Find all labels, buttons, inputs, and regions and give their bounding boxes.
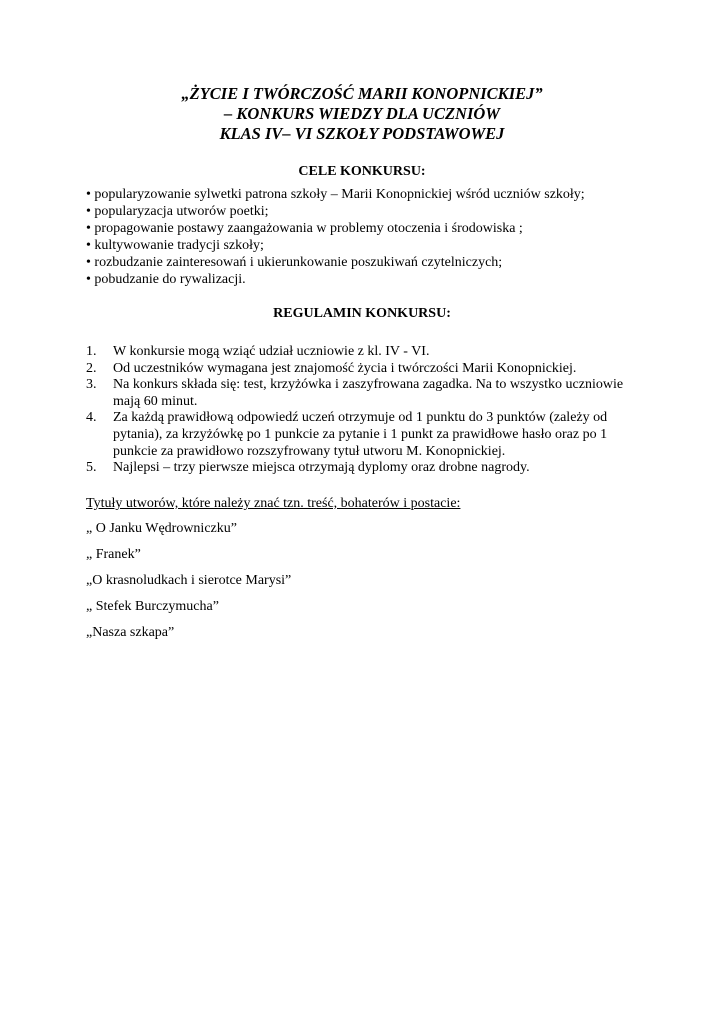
works-list — [86, 520, 291, 650]
rule-text: W konkursie mogą wziąć udział uczniowie z kl. IV - VI. — [113, 344, 430, 359]
title-line-2: – KONKURS WIEDZY DLA UCZNIÓW — [224, 104, 500, 123]
goals-heading: CELE KONKURSU: — [298, 164, 426, 179]
rule-number: 5. — [86, 460, 97, 476]
rule-item — [86, 361, 642, 378]
rule-item — [86, 377, 642, 410]
work-title: „ O Janku Wędrowniczku” — [86, 521, 237, 536]
works-heading: Tytuły utworów, które należy znać tzn. treść, bohaterów i postacie: — [86, 496, 461, 511]
rule-item — [86, 344, 642, 361]
rule-text: Na konkurs składa się: test, krzyżówka i zaszyfrowana zagadka. Na to wszystko uczniowie mają 60 minut. — [113, 377, 624, 409]
rule-number: 4. — [86, 410, 97, 426]
document-title — [0, 84, 724, 144]
title-line-1: „ŻYCIE I TWÓRCZOŚĆ MARII KONOPNICKIEJ” — [181, 84, 543, 103]
work-title: „Nasza szkapa” — [86, 625, 175, 640]
rule-text: Najlepsi – trzy pierwsze miejsca otrzymają dyplomy oraz drobne nagrody. — [113, 460, 530, 476]
title-line-3: KLAS IV– VI SZKOŁY PODSTAWOWEJ — [219, 124, 505, 143]
rule-item — [86, 460, 642, 477]
goal-item: • rozbudzanie zainteresowań i ukierunkowanie poszukiwań czytelniczych; — [86, 255, 503, 270]
rule-number: 3. — [86, 377, 97, 393]
rules-list — [86, 344, 642, 477]
rule-item — [86, 410, 642, 460]
rule-number: 1. — [86, 344, 97, 359]
work-title: „ Franek” — [86, 547, 141, 562]
goal-item: • popularyzacja utworów poetki; — [86, 204, 269, 219]
goals-list — [86, 186, 646, 288]
rule-text: Od uczestników wymagana jest znajomość życia i twórczości Marii Konopnickiej. — [113, 360, 577, 376]
goal-item: • popularyzowanie sylwetki patrona szkoły – Marii Konopnickiej wśród uczniów szkoły; — [86, 187, 585, 202]
goal-item: • pobudzanie do rywalizacji. — [86, 272, 246, 287]
rules-heading: REGULAMIN KONKURSU: — [273, 306, 451, 321]
work-title: „O krasnoludkach i sierotce Marysi” — [86, 573, 292, 588]
goal-item: • propagowanie postawy zaangażowania w problemy otoczenia i środowiska ; — [86, 221, 523, 236]
goal-item: • kultywowanie tradycji szkoły; — [86, 238, 264, 253]
rule-text: Za każdą prawidłową odpowiedź uczeń otrzymuje od 1 punktu do 3 punktów (zależy od pytania), za krzyżówkę po 1 punkcie za pytanie i 1 punkt za prawidłowe hasło oraz po 1 punkcie za prawidłowo rozszyfrowany tytuł utworu M. Konopnickiej. — [113, 410, 608, 459]
rule-number: 2. — [86, 360, 97, 376]
work-title: „ Stefek Burczymucha” — [86, 599, 219, 614]
